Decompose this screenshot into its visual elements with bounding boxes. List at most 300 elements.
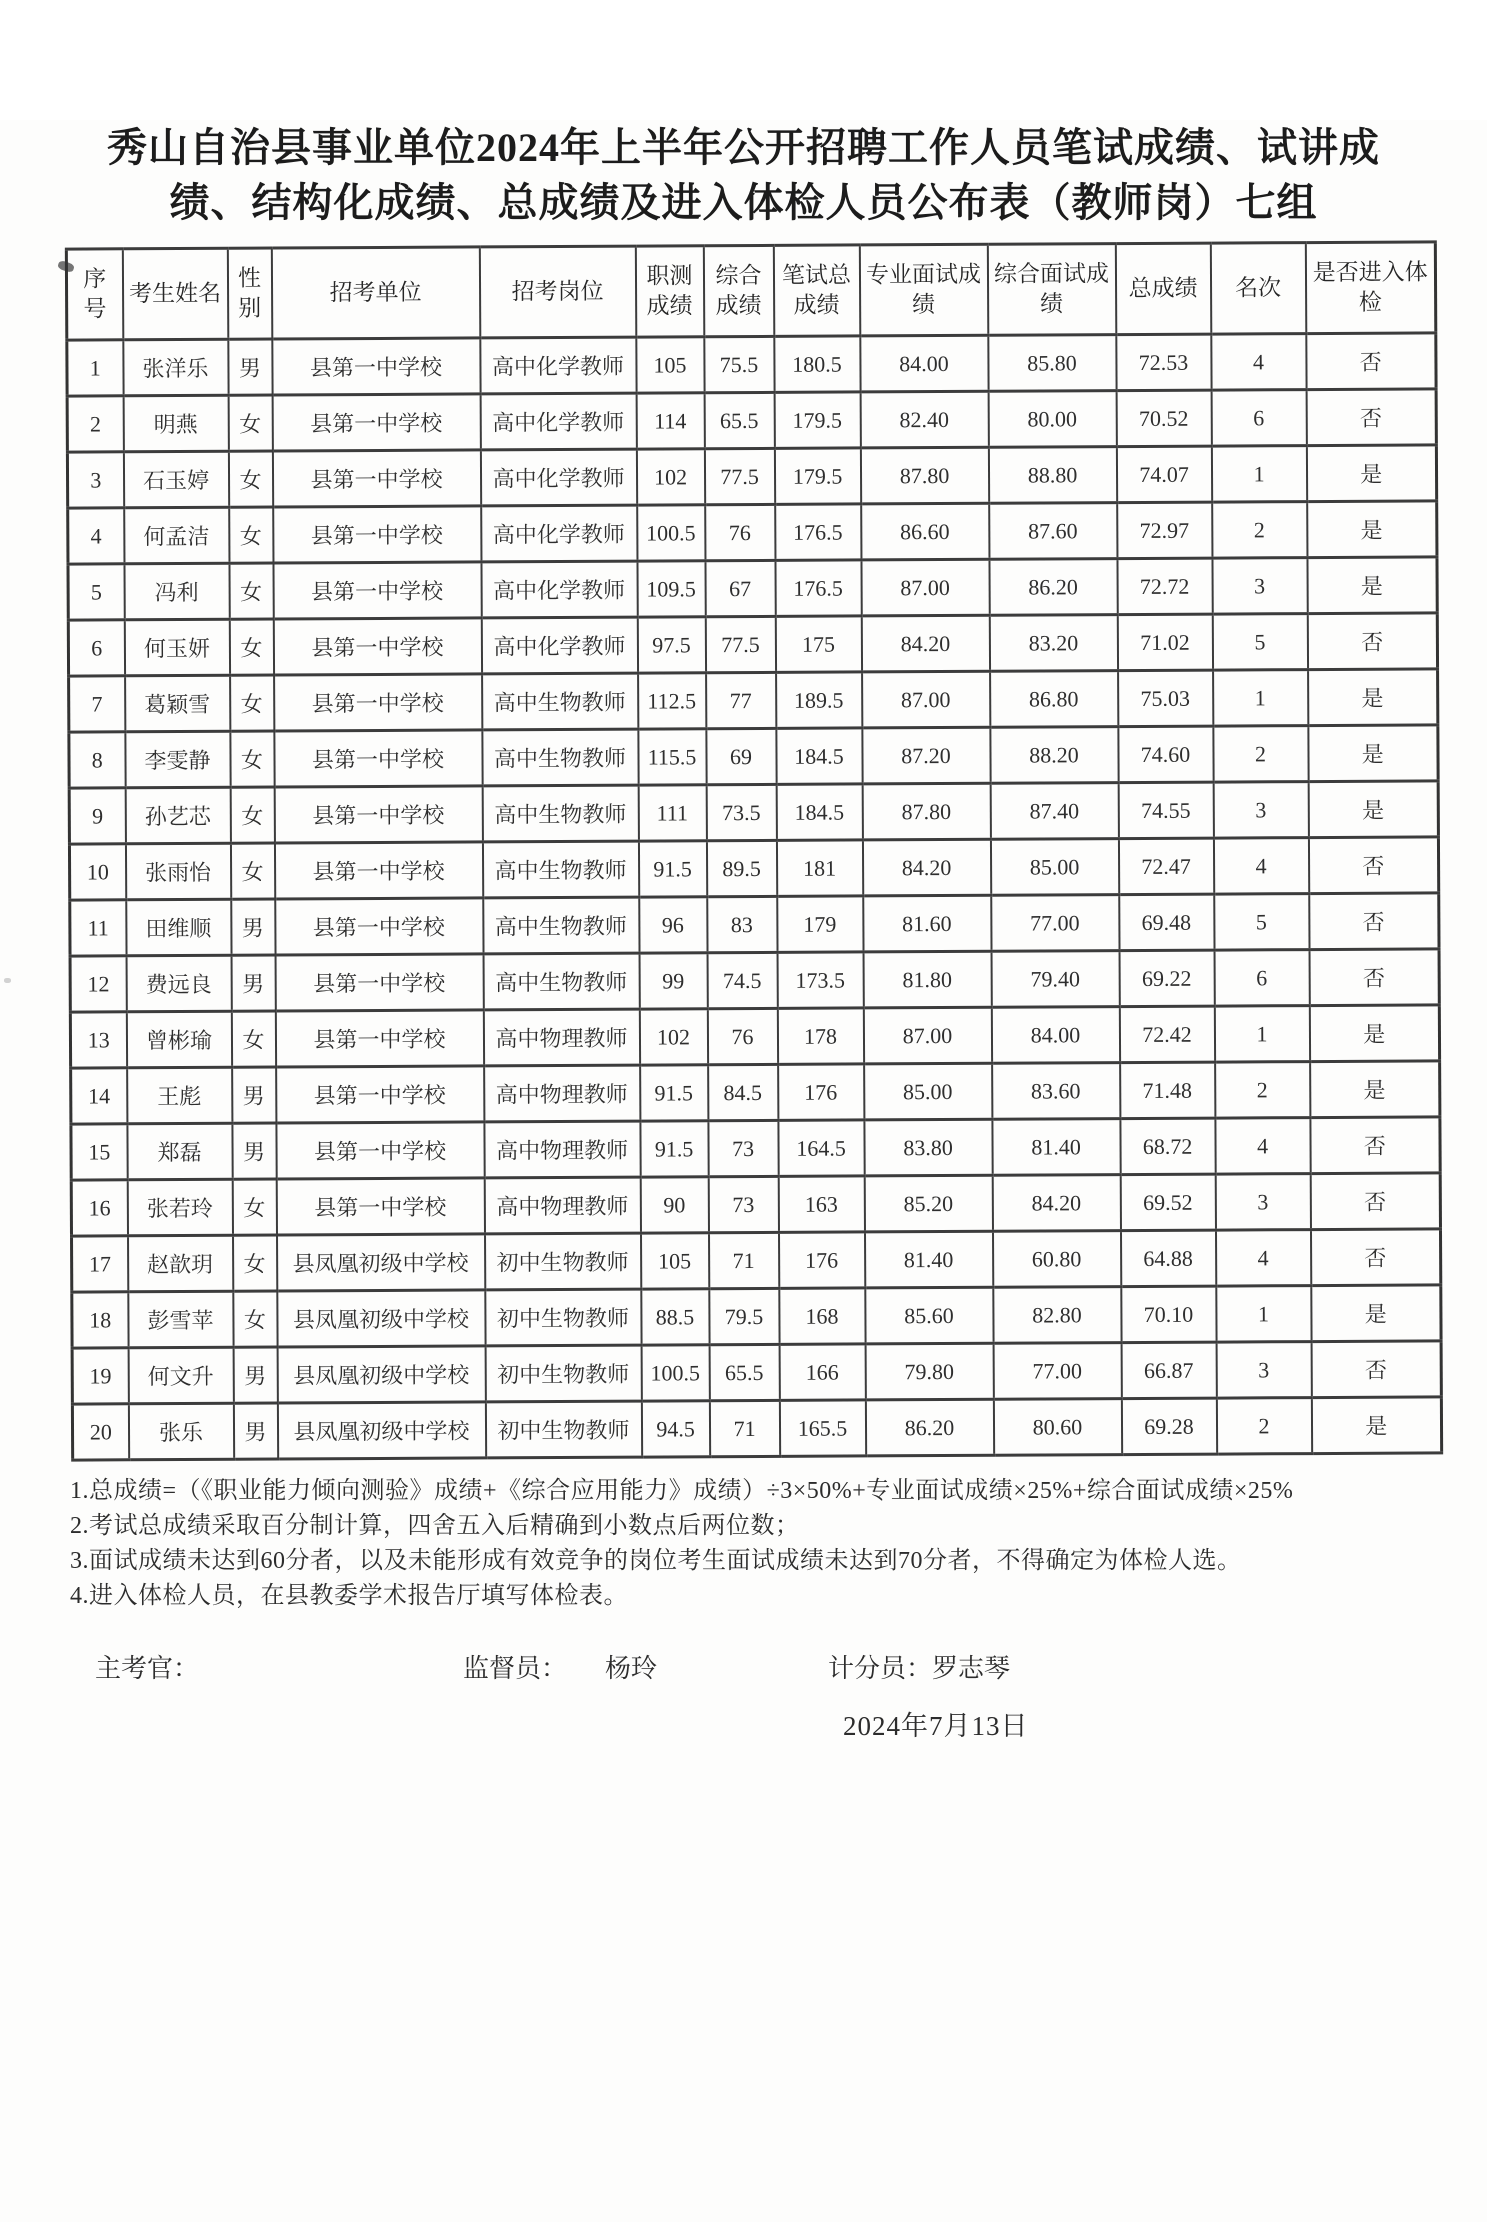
cell-7: 168 <box>779 1288 865 1344</box>
cell-0: 9 <box>69 788 125 844</box>
cell-6: 65.5 <box>709 1344 779 1400</box>
cell-7: 179.5 <box>774 448 860 504</box>
cell-3: 县第一中学校 <box>274 674 482 731</box>
cell-3: 县第一中学校 <box>273 562 481 619</box>
cell-5: 91.5 <box>638 841 706 897</box>
cell-7: 189.5 <box>776 672 862 728</box>
cell-9: 84.20 <box>992 1175 1120 1232</box>
cell-8: 86.20 <box>865 1399 993 1456</box>
cell-1: 李雯静 <box>125 731 230 788</box>
cell-2: 女 <box>230 787 274 843</box>
cell-10: 74.60 <box>1118 726 1213 782</box>
cell-11: 2 <box>1216 1398 1311 1454</box>
supervisor-name: 杨玲 <box>605 1654 658 1683</box>
cell-3: 县第一中学校 <box>272 394 480 451</box>
cell-12: 否 <box>1307 613 1437 670</box>
cell-3: 县第一中学校 <box>273 618 481 675</box>
cell-2: 女 <box>228 395 272 451</box>
cell-12: 是 <box>1307 557 1437 614</box>
cell-1: 曾彬瑜 <box>126 1011 231 1068</box>
cell-7: 165.5 <box>779 1400 865 1456</box>
header-cell-8: 专业面试成绩 <box>859 244 987 336</box>
cell-9: 88.20 <box>990 727 1118 784</box>
cell-3: 县凤凰初级中学校 <box>277 1234 485 1291</box>
cell-4: 初中生物教师 <box>485 1401 641 1458</box>
cell-1: 冯利 <box>124 563 229 620</box>
cell-9: 84.00 <box>991 1007 1119 1064</box>
cell-9: 87.60 <box>989 503 1117 560</box>
signature-row <box>0 1648 1487 1682</box>
cell-4: 高中生物教师 <box>482 841 638 898</box>
cell-0: 6 <box>68 620 124 676</box>
header-cell-10: 总成绩 <box>1115 243 1210 334</box>
cell-5: 112.5 <box>638 673 706 729</box>
cell-12: 否 <box>1311 1341 1441 1398</box>
cell-1: 费远良 <box>126 955 231 1012</box>
table-row <box>71 1173 1440 1236</box>
cell-9: 80.60 <box>993 1399 1121 1456</box>
supervisor-block <box>463 1648 657 1685</box>
cell-12: 是 <box>1310 1061 1440 1118</box>
cell-4: 高中物理教师 <box>484 1177 640 1234</box>
table-row <box>67 445 1436 508</box>
cell-11: 4 <box>1215 1118 1310 1174</box>
cell-7: 179 <box>777 896 863 952</box>
header-cell-9: 综合面试成绩 <box>987 244 1115 336</box>
cell-12: 是 <box>1308 725 1438 782</box>
cell-0: 18 <box>72 1292 128 1348</box>
cell-6: 75.5 <box>704 336 774 392</box>
header-cell-3: 招考单位 <box>271 247 479 339</box>
cell-9: 83.20 <box>989 615 1117 672</box>
cell-9: 77.00 <box>991 895 1119 952</box>
table-row <box>70 949 1439 1012</box>
cell-1: 何孟洁 <box>124 507 229 564</box>
cell-3: 县第一中学校 <box>274 730 482 787</box>
cell-10: 74.55 <box>1118 782 1213 838</box>
cell-9: 80.00 <box>988 391 1116 448</box>
cell-3: 县凤凰初级中学校 <box>277 1402 485 1459</box>
cell-11: 3 <box>1215 1174 1310 1230</box>
cell-10: 69.28 <box>1121 1398 1216 1454</box>
cell-5: 100.5 <box>637 505 705 561</box>
cell-8: 87.00 <box>862 671 990 728</box>
cell-12: 是 <box>1307 501 1437 558</box>
cell-0: 17 <box>72 1236 128 1292</box>
cell-3: 县第一中学校 <box>274 786 482 843</box>
cell-11: 4 <box>1215 1230 1310 1286</box>
cell-8: 85.20 <box>864 1175 992 1232</box>
cell-8: 79.80 <box>865 1343 993 1400</box>
cell-6: 77.5 <box>705 616 775 672</box>
cell-5: 97.5 <box>637 617 705 673</box>
cell-12: 是 <box>1309 1005 1439 1062</box>
cell-2: 男 <box>232 1067 276 1123</box>
cell-5: 102 <box>639 1009 707 1065</box>
cell-6: 71 <box>709 1400 779 1456</box>
header-cell-2: 性别 <box>227 248 271 339</box>
cell-3: 县第一中学校 <box>275 898 483 955</box>
cell-3: 县第一中学校 <box>274 842 482 899</box>
cell-5: 115.5 <box>638 729 706 785</box>
cell-8: 87.20 <box>862 727 990 784</box>
cell-10: 72.72 <box>1117 558 1212 614</box>
cell-4: 高中生物教师 <box>482 673 638 730</box>
cell-9: 77.00 <box>993 1343 1121 1400</box>
table-body <box>67 333 1442 1460</box>
cell-4: 高中物理教师 <box>484 1065 640 1122</box>
cell-7: 181 <box>776 840 862 896</box>
cell-11: 4 <box>1211 334 1306 390</box>
cell-2: 女 <box>231 1011 275 1067</box>
cell-0: 3 <box>67 452 123 508</box>
cell-0: 8 <box>69 732 125 788</box>
cell-11: 5 <box>1212 614 1307 670</box>
scanned-document-page <box>0 120 1487 2222</box>
cell-1: 张乐 <box>128 1403 233 1460</box>
table-row <box>72 1229 1441 1292</box>
cell-7: 184.5 <box>776 728 862 784</box>
table-row <box>70 893 1439 956</box>
cell-0: 2 <box>67 396 123 452</box>
table-row <box>68 613 1437 676</box>
cell-11: 5 <box>1214 894 1309 950</box>
cell-10: 75.03 <box>1118 670 1213 726</box>
cell-7: 166 <box>779 1344 865 1400</box>
cell-2: 女 <box>230 843 274 899</box>
cell-1: 何玉妍 <box>124 619 229 676</box>
cell-6: 73.5 <box>706 784 776 840</box>
cell-5: 105 <box>636 337 704 393</box>
notes <box>70 1474 1447 1614</box>
cell-11: 2 <box>1212 502 1307 558</box>
cell-2: 男 <box>231 899 275 955</box>
table-row <box>68 501 1437 564</box>
cell-12: 否 <box>1308 837 1438 894</box>
cell-3: 县第一中学校 <box>275 954 483 1011</box>
cell-12: 否 <box>1309 949 1439 1006</box>
cell-9: 83.60 <box>992 1063 1120 1120</box>
table-row <box>72 1341 1441 1404</box>
cell-0: 15 <box>71 1124 127 1180</box>
cell-4: 高中化学教师 <box>480 393 636 450</box>
cell-2: 女 <box>229 507 273 563</box>
scorer-name: 罗志琴 <box>932 1654 1011 1683</box>
cell-8: 81.80 <box>863 951 991 1008</box>
cell-5: 96 <box>639 897 707 953</box>
cell-11: 3 <box>1212 558 1307 614</box>
cell-0: 13 <box>70 1012 126 1068</box>
cell-6: 65.5 <box>704 392 774 448</box>
cell-8: 82.40 <box>860 391 988 448</box>
cell-4: 高中化学教师 <box>481 505 637 562</box>
cell-1: 石玉婷 <box>123 451 228 508</box>
cell-4: 初中生物教师 <box>485 1345 641 1402</box>
cell-12: 是 <box>1308 669 1438 726</box>
cell-4: 高中化学教师 <box>480 449 636 506</box>
cell-12: 是 <box>1311 1397 1441 1454</box>
cell-5: 99 <box>639 953 707 1009</box>
cell-6: 89.5 <box>706 840 776 896</box>
table-row <box>72 1285 1441 1348</box>
cell-11: 1 <box>1214 1006 1309 1062</box>
table-row <box>69 669 1438 732</box>
cell-4: 高中化学教师 <box>480 337 636 394</box>
cell-9: 85.80 <box>988 335 1116 392</box>
cell-10: 72.42 <box>1119 1006 1214 1062</box>
table-row <box>70 1005 1439 1068</box>
cell-0: 4 <box>68 508 124 564</box>
note-line-1: 1.总成绩=（《职业能力倾向测验》成绩+《综合应用能力》成绩）÷3×50%+专业面试成绩×25%+综合面试成绩×25% <box>70 1478 1294 1504</box>
results-table <box>65 240 1443 1461</box>
cell-4: 高中物理教师 <box>484 1121 640 1178</box>
cell-8: 84.00 <box>860 335 988 392</box>
cell-8: 85.00 <box>864 1063 992 1120</box>
cell-7: 175 <box>775 616 861 672</box>
cell-7: 176 <box>778 1232 864 1288</box>
cell-0: 10 <box>69 844 125 900</box>
cell-2: 男 <box>228 339 272 395</box>
header-cell-12: 是否进入体检 <box>1305 242 1435 334</box>
cell-9: 82.80 <box>993 1287 1121 1344</box>
cell-9: 60.80 <box>992 1231 1120 1288</box>
cell-0: 16 <box>71 1180 127 1236</box>
cell-4: 高中生物教师 <box>483 897 639 954</box>
table-row <box>69 725 1438 788</box>
cell-4: 高中化学教师 <box>481 561 637 618</box>
cell-8: 85.60 <box>865 1287 993 1344</box>
cell-4: 初中生物教师 <box>485 1233 641 1290</box>
cell-6: 69 <box>706 728 776 784</box>
cell-10: 70.52 <box>1116 390 1211 446</box>
cell-1: 孙艺芯 <box>125 787 230 844</box>
scorer-label: 计分员： <box>828 1654 933 1683</box>
cell-10: 69.52 <box>1120 1174 1215 1230</box>
cell-1: 葛颖雪 <box>125 675 230 732</box>
table-row <box>68 557 1437 620</box>
cell-7: 178 <box>777 1008 863 1064</box>
cell-5: 88.5 <box>641 1289 709 1345</box>
cell-8: 86.60 <box>861 503 989 560</box>
cell-3: 县第一中学校 <box>276 1178 484 1235</box>
cell-4: 高中生物教师 <box>482 785 638 842</box>
cell-7: 163 <box>778 1176 864 1232</box>
cell-0: 5 <box>68 564 124 620</box>
cell-2: 男 <box>232 1123 276 1179</box>
table-row <box>69 837 1438 900</box>
cell-6: 77 <box>706 672 776 728</box>
page-title: 秀山自治县事业单位2024年上半年公开招聘工作人员笔试成绩、试讲成绩、结构化成绩、总成绩及进入体检人员公布表（教师岗）七组 <box>107 125 1380 225</box>
cell-0: 14 <box>71 1068 127 1124</box>
cell-5: 91.5 <box>640 1065 708 1121</box>
cell-11: 6 <box>1211 390 1306 446</box>
table-row <box>69 781 1438 844</box>
cell-3: 县第一中学校 <box>273 506 481 563</box>
cell-0: 12 <box>70 956 126 1012</box>
cell-9: 79.40 <box>991 951 1119 1008</box>
cell-4: 高中物理教师 <box>483 1009 639 1066</box>
cell-6: 84.5 <box>708 1064 778 1120</box>
note-line-4: 4.进入体检人员，在县教委学术报告厅填写体检表。 <box>70 1583 628 1609</box>
cell-10: 71.02 <box>1117 614 1212 670</box>
header-cell-4: 招考岗位 <box>479 246 635 338</box>
header-cell-1: 考生姓名 <box>122 248 227 340</box>
cell-6: 74.5 <box>707 952 777 1008</box>
cell-10: 68.72 <box>1120 1118 1215 1174</box>
cell-7: 176.5 <box>775 560 861 616</box>
cell-1: 郑磊 <box>127 1123 232 1180</box>
cell-2: 男 <box>233 1403 277 1459</box>
cell-1: 张若玲 <box>127 1179 232 1236</box>
header-cell-6: 综合成绩 <box>703 245 773 336</box>
cell-2: 女 <box>228 451 272 507</box>
cell-1: 明燕 <box>123 395 228 452</box>
table-header-row <box>66 242 1435 340</box>
cell-8: 87.80 <box>860 447 988 504</box>
cell-1: 张洋乐 <box>123 339 228 396</box>
supervisor-label: 监督员： <box>463 1654 568 1683</box>
cell-0: 11 <box>70 900 126 956</box>
cell-11: 1 <box>1216 1286 1311 1342</box>
cell-10: 71.48 <box>1120 1062 1215 1118</box>
cell-2: 女 <box>229 563 273 619</box>
cell-10: 72.97 <box>1117 502 1212 558</box>
cell-8: 84.20 <box>862 839 990 896</box>
cell-3: 县凤凰初级中学校 <box>277 1290 485 1347</box>
cell-8: 81.60 <box>863 895 991 952</box>
cell-2: 女 <box>229 619 273 675</box>
cell-5: 100.5 <box>641 1345 709 1401</box>
cell-10: 70.10 <box>1121 1286 1216 1342</box>
cell-5: 90 <box>640 1177 708 1233</box>
cell-10: 66.87 <box>1121 1342 1216 1398</box>
cell-5: 94.5 <box>641 1401 709 1457</box>
cell-7: 180.5 <box>774 336 860 392</box>
cell-5: 102 <box>636 449 704 505</box>
cell-2: 男 <box>233 1347 277 1403</box>
cell-12: 否 <box>1310 1117 1440 1174</box>
cell-2: 女 <box>232 1179 276 1235</box>
cell-5: 109.5 <box>637 561 705 617</box>
cell-12: 是 <box>1306 445 1436 502</box>
cell-7: 184.5 <box>776 784 862 840</box>
table-row <box>67 333 1436 396</box>
cell-5: 114 <box>636 393 704 449</box>
scorer-block <box>828 1648 1010 1685</box>
cell-3: 县第一中学校 <box>272 450 480 507</box>
cell-11: 3 <box>1213 782 1308 838</box>
cell-1: 彭雪苹 <box>128 1291 233 1348</box>
cell-3: 县第一中学校 <box>275 1010 483 1067</box>
cell-2: 女 <box>233 1291 277 1347</box>
header-cell-0: 序号 <box>66 249 122 340</box>
cell-0: 1 <box>67 340 123 396</box>
note-line-3: 3.面试成绩未达到60分者，以及未能形成有效竞争的岗位考生面试成绩未达到70分者，不得确定为体检人选。 <box>70 1548 1242 1574</box>
cell-6: 79.5 <box>709 1288 779 1344</box>
table-row <box>67 389 1436 452</box>
cell-9: 86.20 <box>989 559 1117 616</box>
cell-4: 初中生物教师 <box>485 1289 641 1346</box>
header-cell-7: 笔试总成绩 <box>773 245 859 336</box>
cell-3: 县凤凰初级中学校 <box>277 1346 485 1403</box>
header-cell-11: 名次 <box>1210 243 1305 334</box>
document-date: 2024年7月13日 <box>843 1711 1029 1741</box>
cell-3: 县第一中学校 <box>276 1066 484 1123</box>
cell-0: 20 <box>72 1404 128 1460</box>
cell-8: 83.80 <box>864 1119 992 1176</box>
cell-8: 87.80 <box>862 783 990 840</box>
cell-11: 6 <box>1214 950 1309 1006</box>
cell-4: 高中生物教师 <box>482 729 638 786</box>
cell-11: 4 <box>1213 838 1308 894</box>
cell-10: 69.48 <box>1119 894 1214 950</box>
cell-6: 71 <box>708 1232 778 1288</box>
cell-10: 64.88 <box>1120 1230 1215 1286</box>
cell-6: 73 <box>708 1120 778 1176</box>
cell-9: 81.40 <box>992 1119 1120 1176</box>
cell-8: 81.40 <box>864 1231 992 1288</box>
cell-12: 否 <box>1310 1173 1440 1230</box>
cell-11: 3 <box>1216 1342 1311 1398</box>
cell-5: 111 <box>638 785 706 841</box>
cell-6: 67 <box>705 560 775 616</box>
scan-speck <box>4 978 11 983</box>
cell-12: 是 <box>1308 781 1438 838</box>
cell-7: 176 <box>778 1064 864 1120</box>
cell-2: 男 <box>231 955 275 1011</box>
table-row <box>71 1117 1440 1180</box>
cell-7: 176.5 <box>775 504 861 560</box>
cell-5: 105 <box>640 1233 708 1289</box>
header-cell-5: 职测成绩 <box>635 246 703 337</box>
cell-6: 76 <box>707 1008 777 1064</box>
cell-12: 否 <box>1310 1229 1440 1286</box>
cell-4: 高中化学教师 <box>481 617 637 674</box>
cell-3: 县第一中学校 <box>272 338 480 395</box>
cell-6: 76 <box>705 504 775 560</box>
cell-11: 2 <box>1213 726 1308 782</box>
cell-8: 87.00 <box>863 1007 991 1064</box>
cell-12: 是 <box>1311 1285 1441 1342</box>
cell-9: 85.00 <box>990 839 1118 896</box>
cell-9: 88.80 <box>988 447 1116 504</box>
cell-1: 王彪 <box>127 1067 232 1124</box>
cell-8: 84.20 <box>861 615 989 672</box>
cell-11: 2 <box>1215 1062 1310 1118</box>
cell-12: 否 <box>1309 893 1439 950</box>
cell-10: 74.07 <box>1116 446 1211 502</box>
cell-6: 77.5 <box>704 448 774 504</box>
cell-1: 张雨怡 <box>125 843 230 900</box>
cell-1: 赵歆玥 <box>128 1235 233 1292</box>
cell-10: 69.22 <box>1119 950 1214 1006</box>
cell-0: 7 <box>69 676 125 732</box>
cell-7: 164.5 <box>778 1120 864 1176</box>
cell-9: 86.80 <box>990 671 1118 728</box>
examiner-label: 主考官： <box>95 1654 200 1683</box>
cell-9: 87.40 <box>990 783 1118 840</box>
cell-10: 72.53 <box>1116 334 1211 390</box>
cell-1: 田维顺 <box>126 899 231 956</box>
cell-2: 女 <box>230 675 274 731</box>
cell-7: 179.5 <box>774 392 860 448</box>
cell-11: 1 <box>1213 670 1308 726</box>
cell-10: 72.47 <box>1118 838 1213 894</box>
cell-2: 女 <box>230 731 274 787</box>
cell-1: 何文升 <box>128 1347 233 1404</box>
cell-4: 高中生物教师 <box>483 953 639 1010</box>
cell-0: 19 <box>72 1348 128 1404</box>
